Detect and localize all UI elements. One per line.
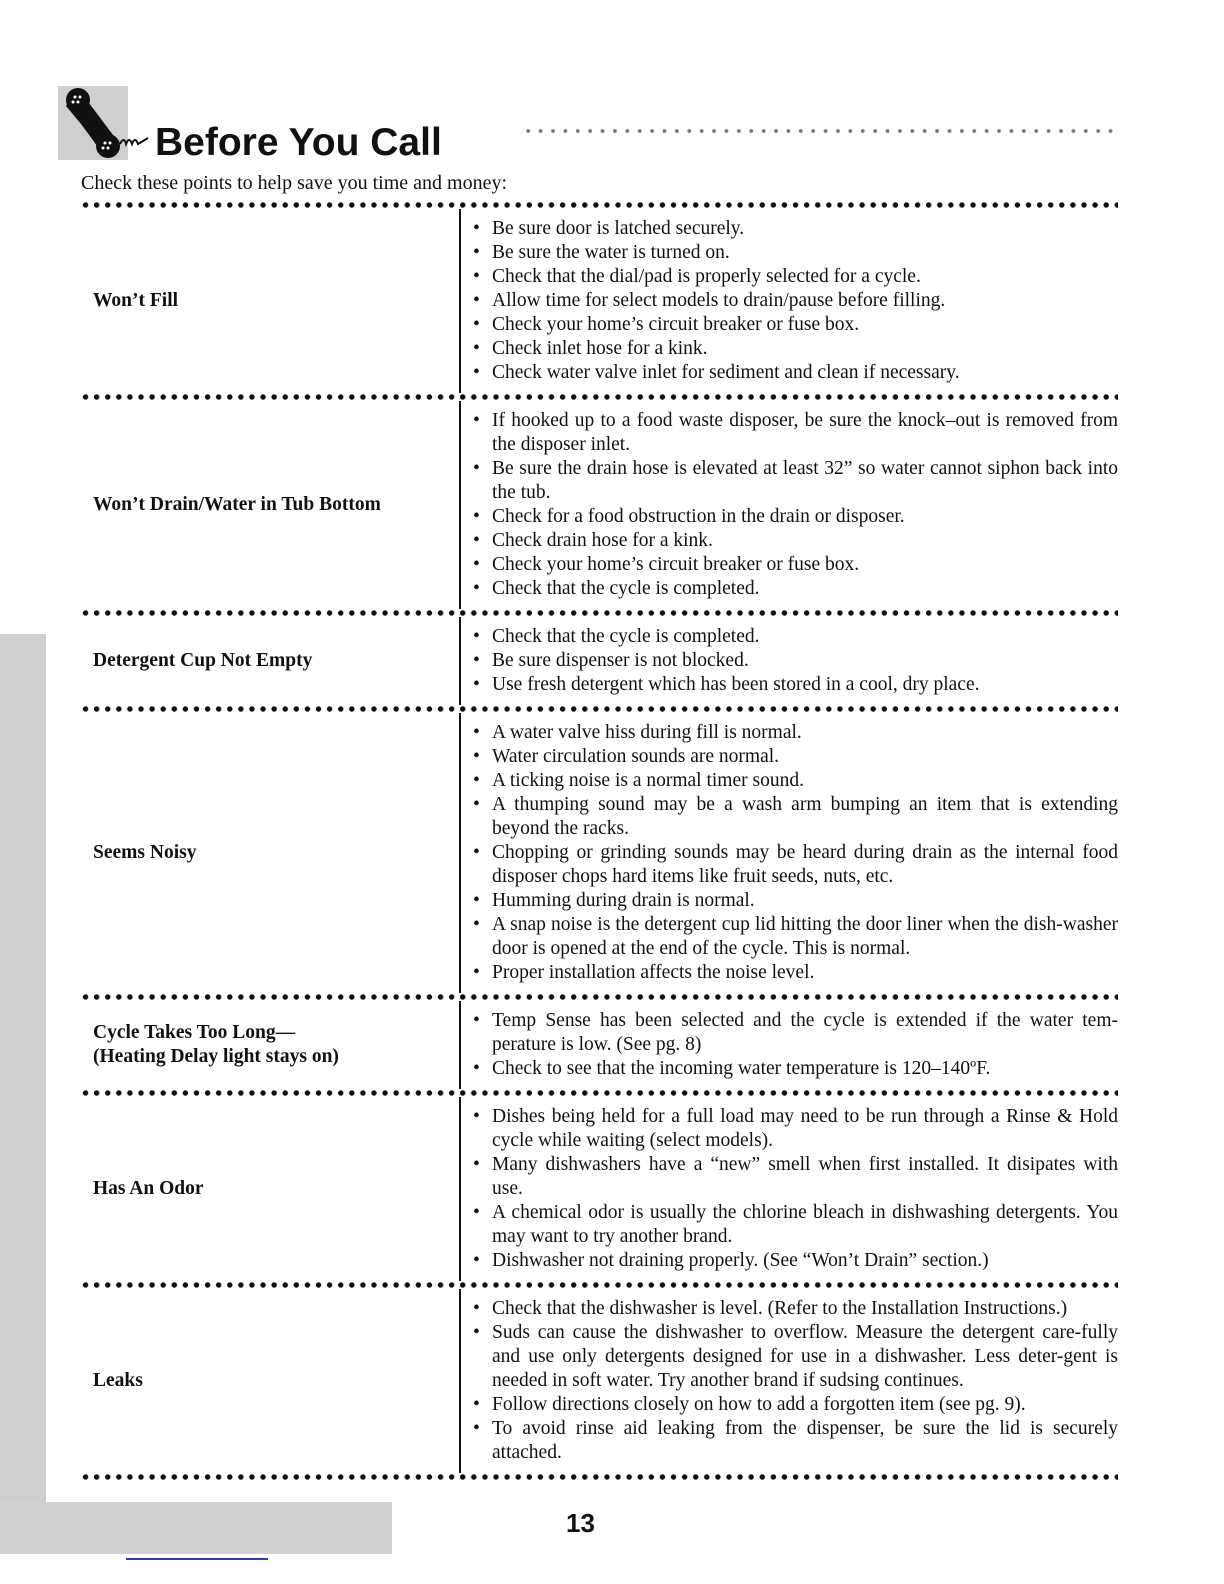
dotted-divider <box>80 201 1118 209</box>
table-row <box>80 617 1118 705</box>
check-item: • Check that the cycle is completed. <box>471 625 1118 649</box>
problem-label <box>80 617 459 705</box>
check-item: • Allow time for select models to drain/pause before filling. <box>471 289 1118 313</box>
checks-list <box>459 209 1118 393</box>
check-item: • Dishwasher not draining properly. (See “Won’t Drain” section.) <box>471 1249 1118 1273</box>
check-item: • Be sure the water is turned on. <box>471 241 1118 265</box>
dotted-divider <box>80 993 1118 1001</box>
checks-list <box>459 1097 1118 1281</box>
problem-label <box>80 401 459 609</box>
footer-shading <box>0 1502 392 1554</box>
problem-label <box>80 713 459 993</box>
troubleshooting-table <box>80 201 1118 1481</box>
page-number: 13 <box>566 1508 595 1538</box>
problem-text: Detergent Cup Not Empty <box>93 650 313 671</box>
check-item: • Proper installation affects the noise level. <box>471 961 1118 985</box>
check-item: • Check inlet hose for a kink. <box>471 337 1118 361</box>
check-item: • Humming during drain is normal. <box>471 889 1118 913</box>
check-item: • Check your home’s circuit breaker or fuse box. <box>471 313 1118 337</box>
check-item: • Check for a food obstruction in the drain or disposer. <box>471 505 1118 529</box>
check-item: • A ticking noise is a normal timer sound. <box>471 769 1118 793</box>
problem-text: Seems Noisy <box>93 842 197 863</box>
check-item: • A water valve hiss during fill is normal. <box>471 721 1118 745</box>
check-item: • Dishes being held for a full load may need to be run through a Rinse & Hold cycle while waiting (select models). <box>471 1105 1118 1153</box>
table-row <box>80 1001 1118 1089</box>
check-item: • Check that the dishwasher is level. (Refer to the Installation Instructions.) <box>471 1297 1118 1321</box>
checks-list <box>459 713 1118 993</box>
checks-list <box>459 1289 1118 1473</box>
check-item: • Check your home’s circuit breaker or fuse box. <box>471 553 1118 577</box>
problem-text: Cycle Takes Too Long— (Heating Delay light stays on) <box>93 1022 339 1067</box>
dotted-divider <box>80 1473 1118 1481</box>
dotted-divider <box>80 609 1118 617</box>
problem-label <box>80 1097 459 1281</box>
checks-list <box>459 401 1118 609</box>
checks-list <box>459 617 1118 705</box>
problem-text: Has An Odor <box>93 1178 204 1199</box>
dotted-divider <box>80 1281 1118 1289</box>
checks-list <box>459 1001 1118 1089</box>
check-item: • Be sure the drain hose is elevated at least 32” so water cannot siphon back into the tub. <box>471 457 1118 505</box>
problem-label <box>80 1001 459 1089</box>
page-header <box>56 84 442 162</box>
check-item: • Check to see that the incoming water temperature is 120–140ºF. <box>471 1057 1118 1081</box>
check-item: • A snap noise is the detergent cup lid hitting the door liner when the dish-washer door is opened at the end of the cycle. This is normal. <box>471 913 1118 961</box>
page-title: Before You Call <box>155 121 442 164</box>
dotted-divider <box>80 705 1118 713</box>
problem-text: Won’t Fill <box>93 290 179 311</box>
check-item: • Follow directions closely on how to add a forgotten item (see pg. 9). <box>471 1393 1118 1417</box>
check-item: • Temp Sense has been selected and the cycle is extended if the water tem-perature is low. (See pg. 8) <box>471 1009 1118 1057</box>
title-dotted-rule <box>522 128 1118 134</box>
dotted-divider <box>80 1089 1118 1097</box>
footer-rule <box>126 1558 268 1560</box>
problem-text: Leaks <box>93 1370 143 1391</box>
telephone-icon <box>56 84 151 162</box>
check-item: • Be sure dispenser is not blocked. <box>471 649 1118 673</box>
check-item: • Check that the dial/pad is properly selected for a cycle. <box>471 265 1118 289</box>
check-item: • Water circulation sounds are normal. <box>471 745 1118 769</box>
problem-label <box>80 209 459 393</box>
dotted-divider <box>80 393 1118 401</box>
table-row <box>80 401 1118 609</box>
check-item: • Check that the cycle is completed. <box>471 577 1118 601</box>
check-item: • Suds can cause the dishwasher to overflow. Measure the detergent care-fully and use only detergents designed for use in a dishwasher. Less deter-gent is needed in soft water. Try another brand if sudsing continues. <box>471 1321 1118 1393</box>
check-item: • Use fresh detergent which has been stored in a cool, dry place. <box>471 673 1118 697</box>
margin-shading <box>0 634 46 1554</box>
check-item: • Be sure door is latched securely. <box>471 217 1118 241</box>
check-item: • If hooked up to a food waste disposer, be sure the knock–out is removed from the disposer inlet. <box>471 409 1118 457</box>
check-item: • Many dishwashers have a “new” smell when first installed. It disipates with use. <box>471 1153 1118 1201</box>
problem-label <box>80 1289 459 1473</box>
check-item: • Chopping or grinding sounds may be heard during drain as the internal food disposer chops hard items like fruit seeds, nuts, etc. <box>471 841 1118 889</box>
check-item: • A chemical odor is usually the chlorine bleach in dishwashing detergents. You may want to try another brand. <box>471 1201 1118 1249</box>
check-item: • Check drain hose for a kink. <box>471 529 1118 553</box>
table-row <box>80 1289 1118 1473</box>
check-item: • A thumping sound may be a wash arm bumping an item that is extending beyond the racks. <box>471 793 1118 841</box>
table-row <box>80 713 1118 993</box>
problem-text: Won’t Drain/Water in Tub Bottom <box>93 494 381 515</box>
table-row <box>80 1097 1118 1281</box>
table-row <box>80 209 1118 393</box>
intro-text: Check these points to help save you time and money: <box>81 172 508 194</box>
check-item: • To avoid rinse aid leaking from the dispenser, be sure the lid is securely attached. <box>471 1417 1118 1465</box>
check-item: • Check water valve inlet for sediment and clean if necessary. <box>471 361 1118 385</box>
